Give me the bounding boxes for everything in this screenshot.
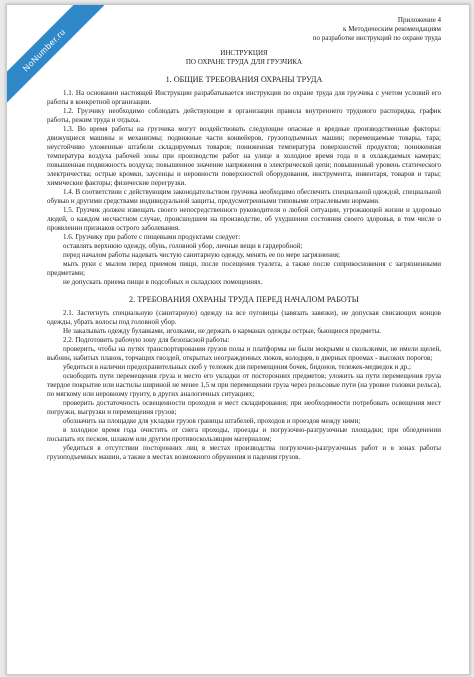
paragraph: не допускать приема пищи в подсобных и складских помещениях. <box>63 278 263 286</box>
document-content <box>47 16 441 462</box>
document-page <box>6 4 470 675</box>
appendix-label: Приложение 4 <box>397 16 441 24</box>
section-heading: 1. ОБЩИЕ ТРЕБОВАНИЯ ОХРАНЫ ТРУДА <box>165 75 323 84</box>
document-title <box>47 49 441 67</box>
paragraph: обозначить на площадке для укладки грузов границы штабелей, проходов и проездов между ними; <box>63 417 361 425</box>
header-line: к Методическим рекомендациям <box>343 25 441 33</box>
paragraph: оставлять верхнюю одежду, обувь, головной убор, личные вещи в гардеробной; <box>63 242 303 250</box>
paragraph: проверить, чтобы на путях транспортирования грузов полы и платформы не были мокрыми и скользкими, не имели щелей, выбоин, набитых планок, торчащих гвоздей, открытых неогражденных люков, колодцев, в дверных проемах - высоких порогов; <box>47 345 441 362</box>
paragraph: 1.5. Грузчик должен извещать своего непосредственного руководителя о любой ситуации, угрожающей жизни и здоровью людей, о каждом несчастном случае, происшедшем на производстве, об ухудшении состояния своего здоровья, в том числе о проявлении признаков острого заболевания. <box>47 206 441 232</box>
paragraph: перед началом работы надевать чистую санитарную одежду, менять ее по мере загрязнения; <box>63 251 340 259</box>
paragraph: 2.1. Застегнуть специальную (санитарную) одежду на все пуговицы (завязать завязки), не допуская свисающих концов одежды, убрать волосы под головной убор. <box>47 309 441 326</box>
paragraph: Не закалывать одежду булавками, иголками, не держать в карманах одежды острые, бьющиеся предметы. <box>63 327 382 335</box>
paragraph: 1.3. Во время работы на грузчика могут воздействовать следующие опасные и вредные производственные факторы: движущиеся машины и механизмы; подвижные части конвейеров, грузоподъемных машин; перемещаемые товары, тара; неустойчиво уложенные штабели складируемых товаров; пониженная температура поверхностей продуктов; пониженная температура воздуха рабочей зоны при производстве работ на улице в холодное время года и в охлаждаемых камерах; повышенная подвижность воздуха; повышенное значение напряжения в электрической цепи; повышенный уровень статического электричества; острые кромки, заусенцы и неровности поверхностей оборудования, инструмента, инвентаря, товаров и тары; химические факторы; физические перегрузки. <box>47 125 441 187</box>
title-line: ИНСТРУКЦИЯ <box>220 49 268 57</box>
header-line: по разработке инструкций по охране труда <box>312 34 441 42</box>
title-line: ПО ОХРАНЕ ТРУДА ДЛЯ ГРУЗЧИКА <box>185 58 303 66</box>
paragraph: 1.2. Грузчику необходимо соблюдать действующие в организации правила внутреннего трудового распорядка, график работы, режим труда и отдыха. <box>47 107 441 124</box>
paragraph: мыть руки с мылом перед приемом пищи, после посещения туалета, а также после соприкосновения с загрязненными предметами; <box>47 260 441 277</box>
paragraph: 1.4. В соответствии с действующим законодательством грузчика необходимо обеспечить специальной одеждой, специальной обувью и другими средствами индивидуальной защиты, предусмотренными типовыми отраслевыми нормами. <box>47 188 441 205</box>
section-heading: 2. ТРЕБОВАНИЯ ОХРАНЫ ТРУДА ПЕРЕД НАЧАЛОМ РАБОТЫ <box>129 295 359 304</box>
paragraph: в холодное время года очистить от снега проходы, проезды и погрузочно-разгрузочные площадки; при обледенении посыпать их песком, шлаком или другим противоскользящим материалом; <box>47 426 441 443</box>
paragraph: 1.6. Грузчику при работе с пищевыми продуктами следует: <box>63 233 241 241</box>
paragraph: освободить пути перемещения груза и место его укладки от посторонних предметов; уложить на пути перемещения груза твердое покрытие или настилы шириной не менее 1,5 м при перемещении груза через рельсовые пути (на уровне головки рельса), по мягкому или неровному грунту, в других аналогичных ситуациях; <box>47 372 441 398</box>
paragraph: убедиться в наличии предохранительных скоб у тележек для перемещения бочек, бидонов, тележек-медведок и др.; <box>63 363 412 371</box>
document-header <box>47 16 441 43</box>
paragraph: убедиться в отсутствии посторонних лиц в местах производства погрузочно-разгрузочных работ и в зонах работы грузоподъемных машин, а также в местах возможного обрушения и падения грузов. <box>47 444 441 461</box>
paragraph: 1.1. На основании настоящей Инструкции разрабатывается инструкция по охране труда для грузчика с учетом условий его работы в конкретной организации. <box>47 89 441 106</box>
paragraph: 2.2. Подготовить рабочую зону для безопасной работы: <box>63 336 230 344</box>
watermark-ribbon: NoNumber.ru <box>6 4 105 111</box>
paragraph: проверить достаточность освещенности проходов и мест складирования; при необходимости потребовать освещения мест погрузки, выгрузки и перемещения грузов; <box>47 399 441 416</box>
